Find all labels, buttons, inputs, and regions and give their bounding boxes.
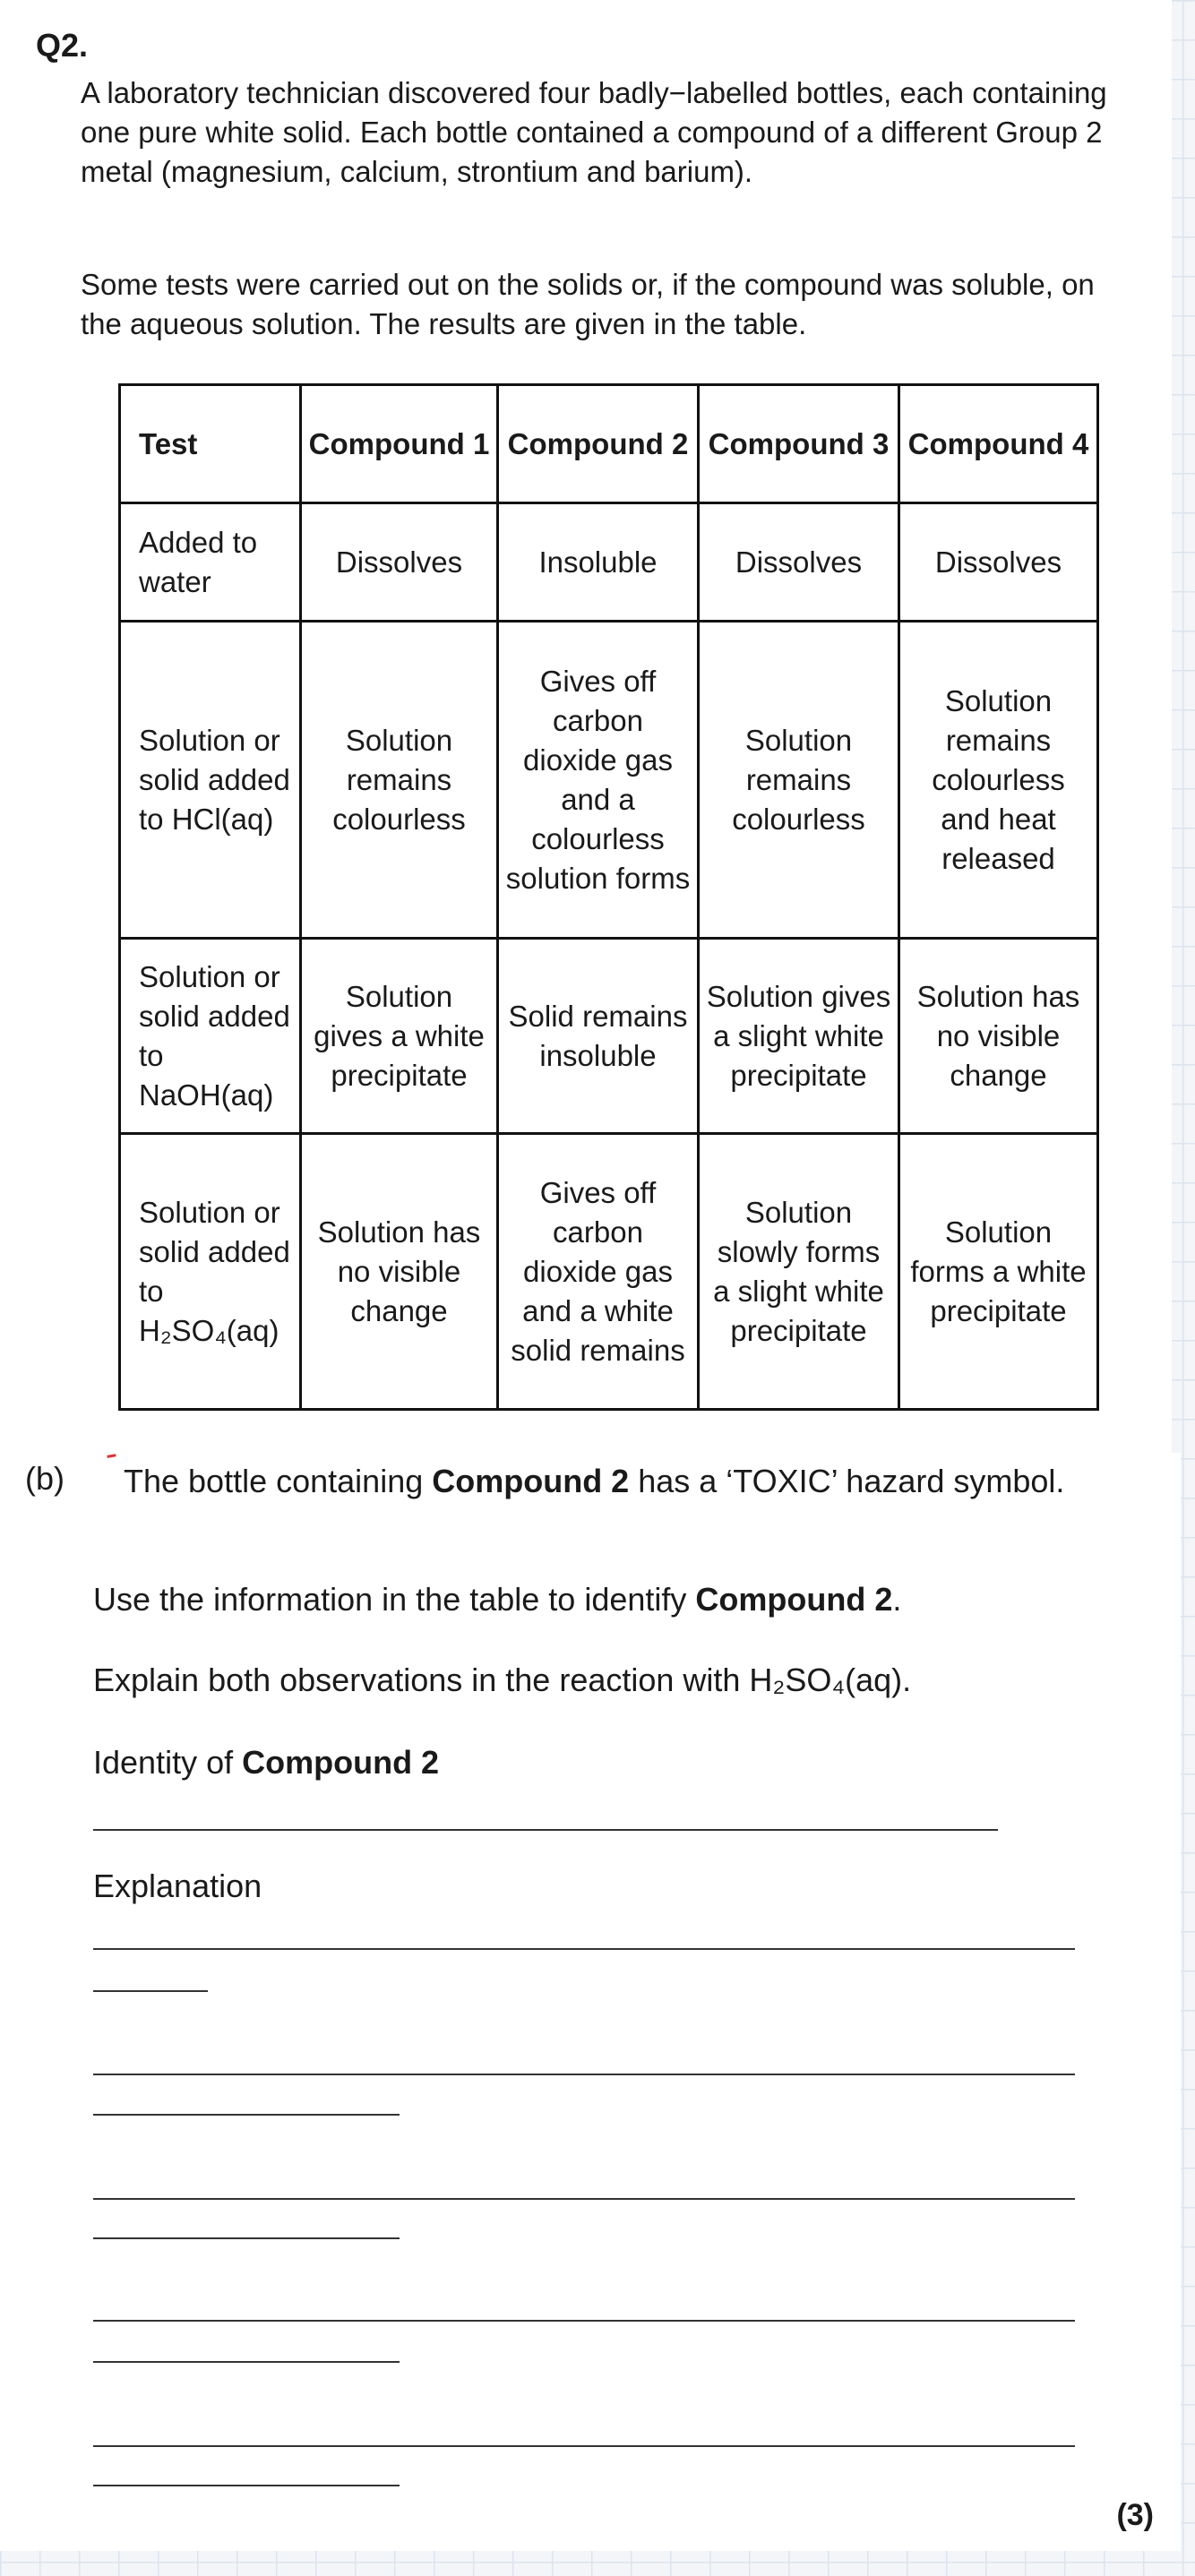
- explanation-answer-line[interactable]: [93, 2445, 1075, 2447]
- table-row: [120, 503, 1098, 622]
- explanation-label: Explanation: [93, 1868, 262, 1904]
- explanation-answer-line[interactable]: [93, 2074, 1075, 2075]
- table-cell: Solution or solid added to NaOH(aq): [120, 939, 301, 1134]
- part-label: (b): [25, 1460, 64, 1497]
- explanation-answer-line[interactable]: [93, 2114, 400, 2116]
- explanation-answer-line[interactable]: [93, 2361, 400, 2363]
- table-header-cell: Compound 2: [498, 385, 699, 503]
- intro-paragraph-2: Some tests were carried out on the solids or, if the compound was soluble, on the aqueous solution. The results are given in the table.: [81, 268, 1095, 340]
- table-cell: Dissolves: [301, 503, 498, 622]
- table-row: [120, 1134, 1098, 1410]
- table-cell: Solution remains colourless: [699, 622, 899, 939]
- identity-answer-line[interactable]: [93, 1829, 998, 1831]
- statement-text-end: has a ‘TOXIC’ hazard symbol.: [629, 1463, 1065, 1499]
- table-cell: Solution has no visible change: [301, 1134, 498, 1410]
- table-cell: Solution has no visible change: [899, 939, 1098, 1134]
- table-row: [120, 939, 1098, 1134]
- table-cell: Solution gives a slight white precipitate: [699, 939, 899, 1134]
- instruction-text-end: .: [892, 1581, 902, 1618]
- table-cell: Gives off carbon dioxide gas and a white solid remains: [498, 1134, 699, 1410]
- table-cell: Solution or solid added to H₂SO₄(aq): [120, 1134, 301, 1410]
- table-header-row: [120, 385, 1098, 503]
- table-cell: Solution forms a white precipitate: [899, 1134, 1098, 1410]
- explanation-answer-line[interactable]: [93, 2485, 400, 2486]
- statement-bold: Compound 2: [432, 1463, 630, 1499]
- table-cell: Solution or solid added to HCl(aq): [120, 622, 301, 939]
- table-cell: Solid remains insoluble: [498, 939, 699, 1134]
- table-cell: Added to water: [120, 503, 301, 622]
- question-number: Q2.: [36, 27, 89, 64]
- explanation-answer-line[interactable]: [93, 1948, 1075, 1950]
- table-cell: Solution slowly forms a slight white precipitate: [699, 1134, 899, 1410]
- instruction-text: Use the information in the table to identify: [93, 1581, 696, 1618]
- part-b-instruction: [93, 1578, 1123, 1621]
- table-header-cell: Compound 1: [301, 385, 498, 503]
- table-cell: Solution remains colourless and heat released: [899, 622, 1098, 939]
- explanation-answer-line[interactable]: [93, 2198, 1075, 2200]
- identity-label: [93, 1741, 1123, 1784]
- explanation-answer-line[interactable]: [93, 2320, 1075, 2322]
- table-cell: Gives off carbon dioxide gas and a colourless solution forms: [498, 622, 699, 939]
- identity-text: Identity of: [93, 1744, 243, 1781]
- question-page-part-b: [0, 1453, 1181, 2551]
- explanation-answer-line[interactable]: [93, 2237, 400, 2239]
- part-b-explain-instruction: Explain both observations in the reaction with H₂SO₄(aq).: [93, 1662, 912, 1698]
- explanation-answer-line[interactable]: [93, 1990, 208, 1992]
- table-cell: Solution gives a white precipitate: [301, 939, 498, 1134]
- table-cell: Solution remains colourless: [301, 622, 498, 939]
- part-b-statement: [93, 1460, 1123, 1503]
- instruction-bold: Compound 2: [695, 1581, 893, 1618]
- identity-bold: Compound 2: [242, 1744, 440, 1781]
- intro-paragraph: A laboratory technician discovered four badly−labelled bottles, each containing one pure white solid. Each bottle contained a compound of a different Group 2 metal (magnesium, calcium, strontium and barium).: [81, 76, 1107, 188]
- table-cell: Dissolves: [899, 503, 1098, 622]
- table-header-cell: Compound 4: [899, 385, 1098, 503]
- table-cell: Insoluble: [498, 503, 699, 622]
- results-table: [118, 383, 1099, 1411]
- marks-indicator: (3): [1116, 2498, 1154, 2532]
- statement-text: The bottle containing: [124, 1463, 433, 1499]
- table-cell: Dissolves: [699, 503, 899, 622]
- table-header-cell: Test: [120, 385, 301, 503]
- table-row: [120, 622, 1098, 939]
- table-header-cell: Compound 3: [699, 385, 899, 503]
